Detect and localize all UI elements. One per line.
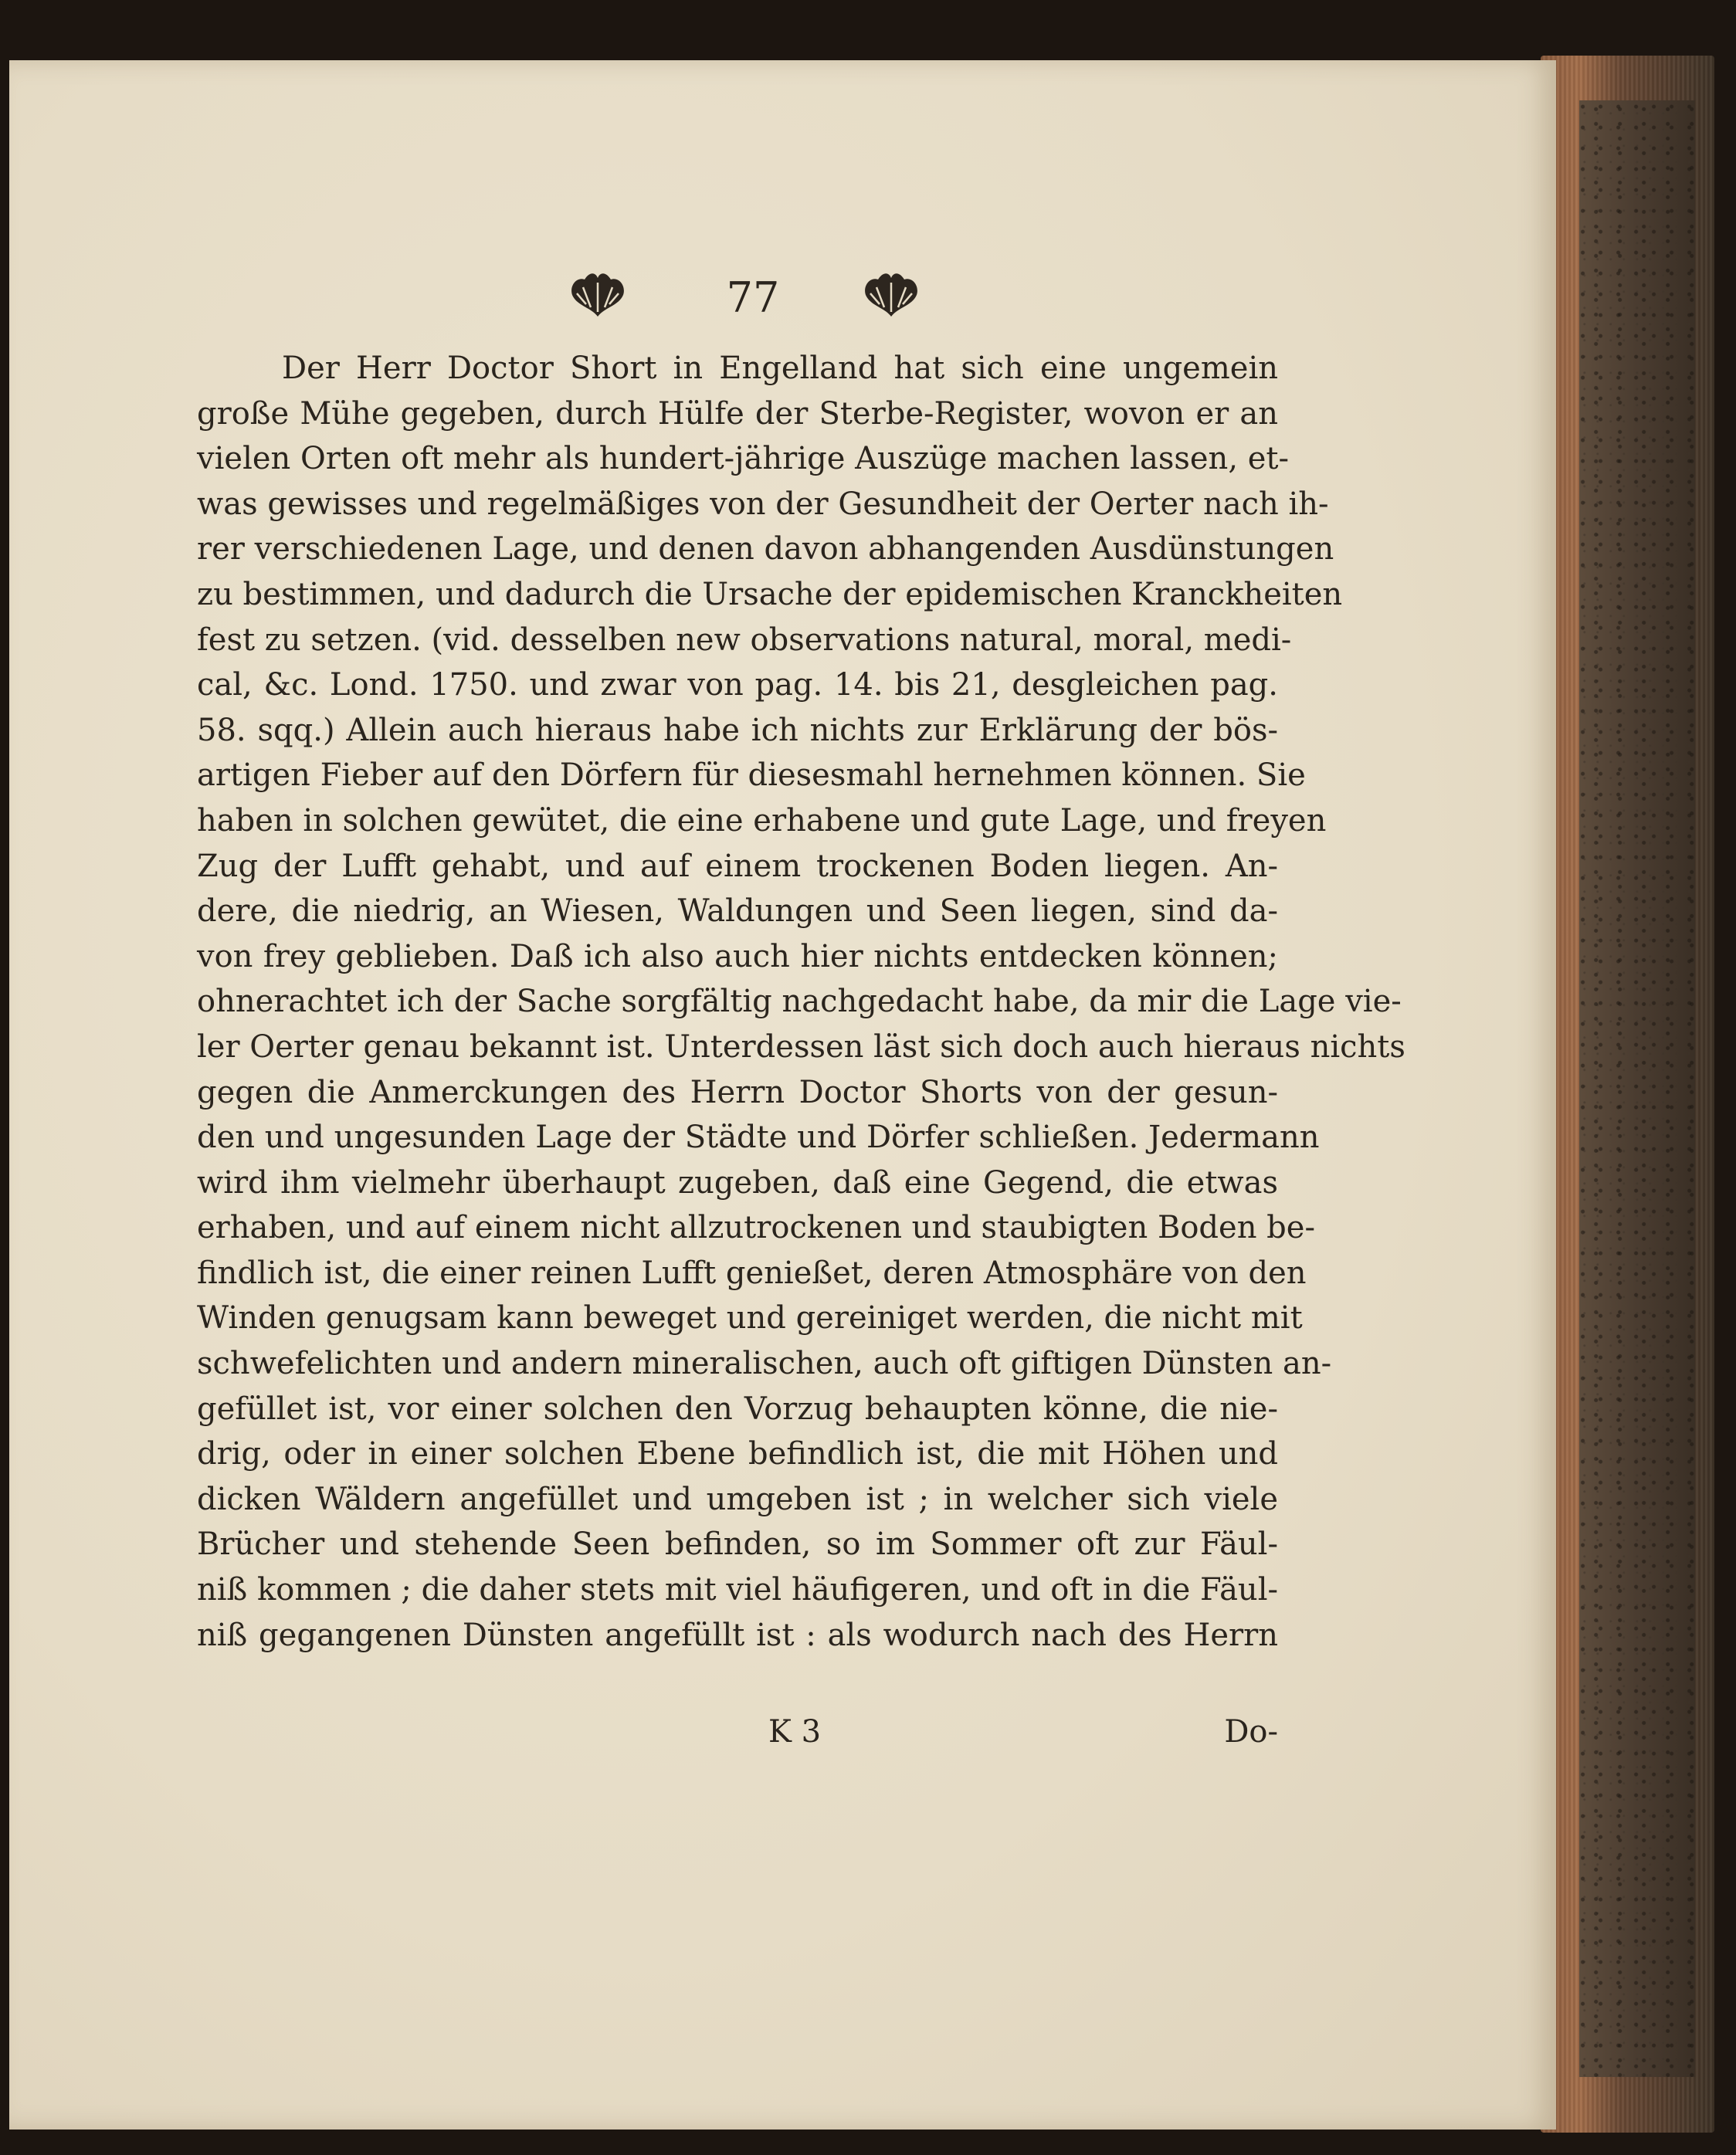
text-line: was gewisses und regelmäßiges von der Gesundheit der Oerter nach ih- [197,486,1329,522]
text-line: den und ungesunden Lage der Städte und Dörfer schließen. Jedermann [197,1120,1320,1156]
text-line: zu bestimmen, und dadurch die Ursache der epidemischen Kranckheiten [197,576,1343,612]
text-line: Winden genugsam kann beweget und gereiniget werden, die nicht mit [197,1300,1303,1337]
text-line: fest zu setzen. (vid. desselben new observations natural, moral, medi- [197,622,1292,658]
text-line: schwefelichten und andern mineralischen, auch oft giftigen Dünsten an- [197,1346,1332,1382]
text-line: gegen die Anmerckungen des Herrn Doctor Shorts von der gesun- [197,1074,1278,1110]
text-line: findlich ist, die einer reinen Lufft genießet, deren Atmosphäre von den [197,1255,1307,1291]
text-line: ohnerachtet ich der Sache sorgfältig nachgedacht habe, da mir die Lage vie- [197,984,1402,1020]
text-line: Zug der Lufft gehabt, und auf einem trockenen Boden liegen. An- [197,848,1278,884]
text-line: wird ihm vielmehr überhaupt zugeben, daß eine Gegend, die etwas [197,1164,1278,1201]
text-line: artigen Fieber auf den Dörfern für diesesmahl hernehmen können. Sie [197,757,1306,794]
text-line: von frey geblieben. Daß ich also auch hier nichts entdecken können; [197,938,1278,974]
text-line: niß gegangenen Dünsten angefüllt ist : als wodurch nach des Herrn [197,1617,1278,1653]
marbled-cover-texture [1579,100,1695,2077]
page-number: 77 [726,273,780,322]
text-line: ler Oerter genau bekannt ist. Unterdessen läst sich doch auch hieraus nichts [197,1028,1405,1065]
text-line: vielen Orten oft mehr als hundert-jährige Auszüge machen lassen, et- [197,441,1290,477]
text-line: Der Herr Doctor Short in Engelland hat sich eine ungemein [282,351,1278,386]
text-line: gefüllet ist, vor einer solchen den Vorzug behaupten könne, die nie- [197,1391,1278,1427]
signature-mark: K 3 [768,1714,822,1750]
page-footer [197,1714,1278,1760]
text-line: dere, die niedrig, an Wiesen, Waldungen und Seen liegen, sind da- [197,893,1278,930]
text-line: niß kommen ; die daher stets mit viel häufigeren, und oft in die Fäul- [197,1572,1278,1608]
text-line: große Mühe gegeben, durch Hülfe der Sterbe-Register, wovon er an [197,395,1278,432]
catchword: Do- [1224,1714,1278,1750]
text-line: Brücher und stehende Seen befinden, so im Sommer oft zur Fäul- [197,1526,1278,1563]
text-line: haben in solchen gewütet, die eine erhabene und gute Lage, und freyen [197,802,1327,839]
body-text [197,346,1405,1658]
text-line: 58. sqq.) Allein auch hieraus habe ich nichts zur Erklärung der bös- [197,712,1278,748]
fleuron-ornament-icon [861,269,921,323]
fleuron-ornament-icon [568,269,628,323]
text-line: rer verschiedenen Lage, und denen davon abhangenden Ausdünstungen [197,531,1334,568]
text-line: erhaben, und auf einem nicht allzutrockenen und staubigten Boden be- [197,1210,1315,1246]
page-header [197,269,1278,330]
text-line: dicken Wäldern angefüllet und umgeben ist ; in welcher sich viele [197,1481,1278,1517]
text-line: cal, &c. Lond. 1750. und zwar von pag. 14. bis 21, desgleichen pag. [197,667,1278,703]
text-line: drig, oder in einer solchen Ebene befindlich ist, die mit Höhen und [197,1436,1278,1472]
